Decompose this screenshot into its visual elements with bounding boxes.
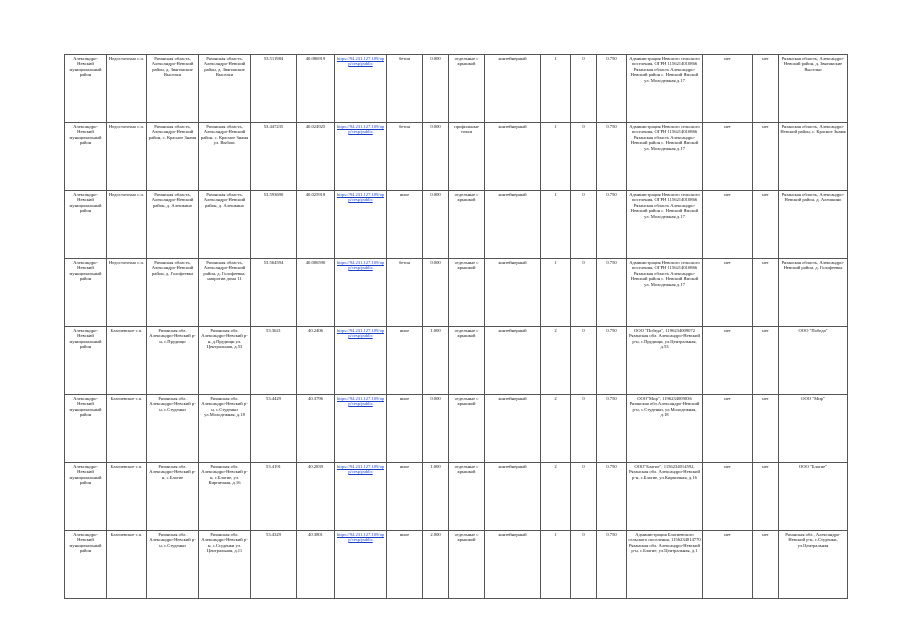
- table-cell: 40.2406: [297, 327, 335, 395]
- table-cell: нет: [753, 191, 779, 259]
- table-cell: Александро-Невский муниципальный район: [65, 531, 107, 599]
- table-cell: нет: [703, 531, 753, 599]
- table-cell: Александро-Невский муниципальный район: [65, 123, 107, 191]
- table-cell: нет: [753, 463, 779, 531]
- table-cell-link[interactable]: https://94.231.127.109/app/cesp/public: [335, 327, 387, 395]
- table-cell: Администрация Невского сельского поселения, ОГРН 1156214010866 Рязанская область Александро-Невский район с. Невский Ямской ул. Молодежная д.17: [627, 55, 703, 123]
- table-cell: бетон: [387, 123, 423, 191]
- table-cell: 0.750: [597, 55, 627, 123]
- table-cell: нет: [753, 531, 779, 599]
- table-cell: ООО "Победа", 1196234009072 Рязанская обл. Александро-Невский р-н, с.Прудищи, ул.Центральная, д.53: [627, 327, 703, 395]
- table-cell: 0: [571, 55, 597, 123]
- table-cell: отдельные с крышкой: [449, 327, 485, 395]
- table-cell: Александро-Невский муниципальный район: [65, 191, 107, 259]
- table-cell: 40.2839: [297, 463, 335, 531]
- table-cell: 0.750: [597, 191, 627, 259]
- table-cell: 53.3621: [251, 327, 297, 395]
- table-cell: 40.024925: [297, 123, 335, 191]
- table-cell: нет: [753, 395, 779, 463]
- table-cell: Александро-Невский муниципальный район: [65, 55, 107, 123]
- table-cell: контейнерный: [485, 327, 541, 395]
- table-cell: отдельные с крышкой: [449, 531, 485, 599]
- table-cell: Благиевское с.п.: [107, 531, 147, 599]
- table-cell-link[interactable]: https://94.231.127.109/app/cesp/public: [335, 395, 387, 463]
- table-cell: ООО"Благие", 1156234014592, Рязанская обл. Александро-Невский р-н, с.Благие, ул.Кирпичная, д.16: [627, 463, 703, 531]
- table-cell: 2: [541, 327, 571, 395]
- table-cell: 0.750: [597, 395, 627, 463]
- table-cell: Администрация Благиевского сельского поселения, 1156234014770 Рязанская обл. Александро-Невский р-н, с.Благие, ул.Центральная, д.1: [627, 531, 703, 599]
- table-cell: отдельные с крышкой: [449, 55, 485, 123]
- table-cell: Александро-Невский муниципальный район: [65, 327, 107, 395]
- table-cell: Рязанская обл. Александро-Невский р-н, с.Студенки: [147, 395, 199, 463]
- table-cell: нет: [753, 55, 779, 123]
- table-cell: ООО "Благие": [779, 463, 848, 531]
- table-cell-link[interactable]: https://94.231.127.109/app/cesp/public: [335, 123, 387, 191]
- table-cell: 1.000: [423, 327, 449, 395]
- table-row: [65, 395, 848, 463]
- table-cell: Рязанская область, Александро-Невский район, д. Голофеевка: [779, 259, 848, 327]
- table-cell: 53.4191: [251, 463, 297, 531]
- table-cell: Рязанская обл. Александро-Невский р-н, с.Благие: [147, 463, 199, 531]
- table-cell: 40.086919: [297, 55, 335, 123]
- table-cell-link[interactable]: https://94.231.127.109/app/cesp/public: [335, 191, 387, 259]
- table-cell: Рязанская область, Александро-Невский район, д. Голофеевка: [147, 259, 199, 327]
- table-cell: иное: [387, 191, 423, 259]
- table-cell: 2: [541, 463, 571, 531]
- table-cell: иное: [387, 531, 423, 599]
- table-cell: 40.3796: [297, 395, 335, 463]
- table-cell: иное: [387, 463, 423, 531]
- table-cell: контейнерный: [485, 259, 541, 327]
- table-cell: 0: [571, 463, 597, 531]
- registry-table: [64, 54, 848, 599]
- table-cell: Александро-Невский муниципальный район: [65, 259, 107, 327]
- table-cell: нет: [703, 395, 753, 463]
- table-cell: бетон: [387, 55, 423, 123]
- table-cell: нет: [703, 327, 753, 395]
- table-cell: Рязанская область, Александро-Невский район, д. Алешкино: [779, 191, 848, 259]
- table-cell: 53.447235: [251, 123, 297, 191]
- table-cell: Благиевское с.п.: [107, 395, 147, 463]
- table-cell: ООО "Мир": [779, 395, 848, 463]
- table-cell-link[interactable]: https://94.231.127.109/app/cesp/public: [335, 531, 387, 599]
- table-cell-link[interactable]: https://94.231.127.109/app/cesp/public: [335, 55, 387, 123]
- table-cell: Рязанская обл. Александро-Невский р-н, с.Студенки ул.Молодежная, д.18: [199, 395, 251, 463]
- table-row: [65, 55, 848, 123]
- table-cell: нет: [753, 327, 779, 395]
- table-cell: Рязанская область, Александро-Невский район, с. Красное Знамя: [147, 123, 199, 191]
- table-cell: 0.750: [597, 463, 627, 531]
- table-cell: 53.564594: [251, 259, 297, 327]
- table-cell: 1: [541, 259, 571, 327]
- table-cell: отдельные с крышкой: [449, 259, 485, 327]
- table-cell: Рязанская обл., Александро-Невский р-н, с.Студенки, ул.Центральная: [779, 531, 848, 599]
- table-cell: Рязанская обл. Александро-Невский р-н, с.Благие, ул. Кирпичная, д.16: [199, 463, 251, 531]
- table-cell: 0: [571, 531, 597, 599]
- table-cell: 0.000: [423, 123, 449, 191]
- table-cell: Благиевское с.п.: [107, 463, 147, 531]
- table-cell: 0.750: [597, 259, 627, 327]
- table-cell: отдельные с крышкой: [449, 395, 485, 463]
- table-cell: Рязанская обл. Александро-Невский р-н, д.Прудищи ул. Центральная, д.53: [199, 327, 251, 395]
- table-cell: 53.511984: [251, 55, 297, 123]
- table-cell: 1: [541, 531, 571, 599]
- table-cell-link[interactable]: https://94.231.127.109/app/cesp/public: [335, 259, 387, 327]
- table-cell: контейнерный: [485, 55, 541, 123]
- table-cell: 53.593690: [251, 191, 297, 259]
- table-cell: 40.025918: [297, 191, 335, 259]
- table-body: [65, 55, 848, 599]
- table-cell: 0: [571, 123, 597, 191]
- table-cell: Администрация Невского сельского поселения, ОГРН 1156214010866 Рязанская область Александро-Невский район с. Невский Ямской ул. Молодежная д.17: [627, 191, 703, 259]
- table-cell-link[interactable]: https://94.231.127.109/app/cesp/public: [335, 463, 387, 531]
- table-cell: нет: [703, 463, 753, 531]
- table-cell: Рязанская обл. Александро-Невский р-н, с.Студенки ул. Центральная, д.11: [199, 531, 251, 599]
- table-cell: контейнерный: [485, 123, 541, 191]
- table-cell: 53.4429: [251, 395, 297, 463]
- table-cell: Недостаточно с.п.: [107, 123, 147, 191]
- table-cell: Рязанская область, Александро-Невский район, д. Звягинские Выселки: [147, 55, 199, 123]
- table-cell: 0.000: [423, 259, 449, 327]
- table-cell: Рязанская обл. Александро-Невский р-н, с.Студенки: [147, 531, 199, 599]
- table-cell: 0.000: [423, 55, 449, 123]
- table-cell: 2.000: [423, 531, 449, 599]
- table-cell: Благиевское с.п.: [107, 327, 147, 395]
- table-cell: 2: [541, 395, 571, 463]
- table-cell: контейнерный: [485, 395, 541, 463]
- table-cell: 0.750: [597, 327, 627, 395]
- table-cell: отдельные с крышкой: [449, 191, 485, 259]
- table-cell: нет: [703, 123, 753, 191]
- table-cell: профильные точки: [449, 123, 485, 191]
- table-cell: 0.000: [423, 395, 449, 463]
- table-cell: 1: [541, 191, 571, 259]
- table-cell: иное: [387, 395, 423, 463]
- table-cell: 40.006590: [297, 259, 335, 327]
- table-cell: 0.000: [423, 191, 449, 259]
- table-cell: ООО "Победа": [779, 327, 848, 395]
- table-cell: 40.3801: [297, 531, 335, 599]
- table-cell: Недостаточно с.п.: [107, 191, 147, 259]
- table-cell: 1: [541, 123, 571, 191]
- table-cell: Александро-Невский муниципальный район: [65, 395, 107, 463]
- table-cell: 0.750: [597, 531, 627, 599]
- table-cell: 0: [571, 259, 597, 327]
- table-cell: контейнерный: [485, 191, 541, 259]
- table-row: [65, 259, 848, 327]
- table-cell: нет: [703, 259, 753, 327]
- table-row: [65, 327, 848, 395]
- table-cell: Александро-Невский муниципальный район: [65, 463, 107, 531]
- table-cell: Рязанская область, Александро-Невский район, д. Звягинские Выселки: [779, 55, 848, 123]
- table-cell: Рязанская область, Александро-Невский район, д. Голофеевка, напротив дома 11: [199, 259, 251, 327]
- table-cell: 1.000: [423, 463, 449, 531]
- table-cell: Недостаточно с.п.: [107, 55, 147, 123]
- table-cell: нет: [753, 123, 779, 191]
- table-cell: Рязанская обл. Александро-Невский р-н, с.Прудищи: [147, 327, 199, 395]
- table-cell: Рязанская область, Александро-Невский район, с. Красное Знамя: [779, 123, 848, 191]
- table-cell: 1: [541, 55, 571, 123]
- table-cell: ООО"Мир", 1196234009036 Рязанская обл.Александро-Невский р-н, с.Студенки, ул.Молодежная, д.18: [627, 395, 703, 463]
- table-cell: 53.4329: [251, 531, 297, 599]
- table-cell: 0: [571, 191, 597, 259]
- table-cell: Администрация Невского сельского поселения, ОГРН 1156214010866 Рязанская область Александро-Невский район с. Невский Ямской ул. Молодежная д.17: [627, 123, 703, 191]
- table-cell: нет: [703, 191, 753, 259]
- table-cell: 0.750: [597, 123, 627, 191]
- table-cell: нет: [753, 259, 779, 327]
- table-cell: отдельные с крышкой: [449, 463, 485, 531]
- table-cell: нет: [703, 55, 753, 123]
- table-cell: Рязанская область, Александро-Невский район, д. Алешкино: [199, 191, 251, 259]
- registry-sheet: [64, 54, 846, 599]
- table-row: [65, 191, 848, 259]
- table-cell: Рязанская область, Александро-Невский район, д. Звягинские Выселки: [199, 55, 251, 123]
- table-cell: контейнерный: [485, 463, 541, 531]
- table-row: [65, 463, 848, 531]
- table-row: [65, 531, 848, 599]
- table-cell: контейнерный: [485, 531, 541, 599]
- table-cell: 0: [571, 327, 597, 395]
- table-cell: 0: [571, 395, 597, 463]
- table-cell: Рязанская область, Александро-Невский район, д. Алешкино: [147, 191, 199, 259]
- table-cell: Рязанская область, Александро-Невский район, с. Красное Знамя ул. Выбокс: [199, 123, 251, 191]
- table-cell: иное: [387, 327, 423, 395]
- table-cell: Недостаточно с.п.: [107, 259, 147, 327]
- table-cell: бетон: [387, 259, 423, 327]
- table-row: [65, 123, 848, 191]
- table-cell: Администрация Невского сельского поселения, ОГРН 1156214010866 Рязанская область Александро-Невский район с. Невский Ямской ул. Молодежная д.17: [627, 259, 703, 327]
